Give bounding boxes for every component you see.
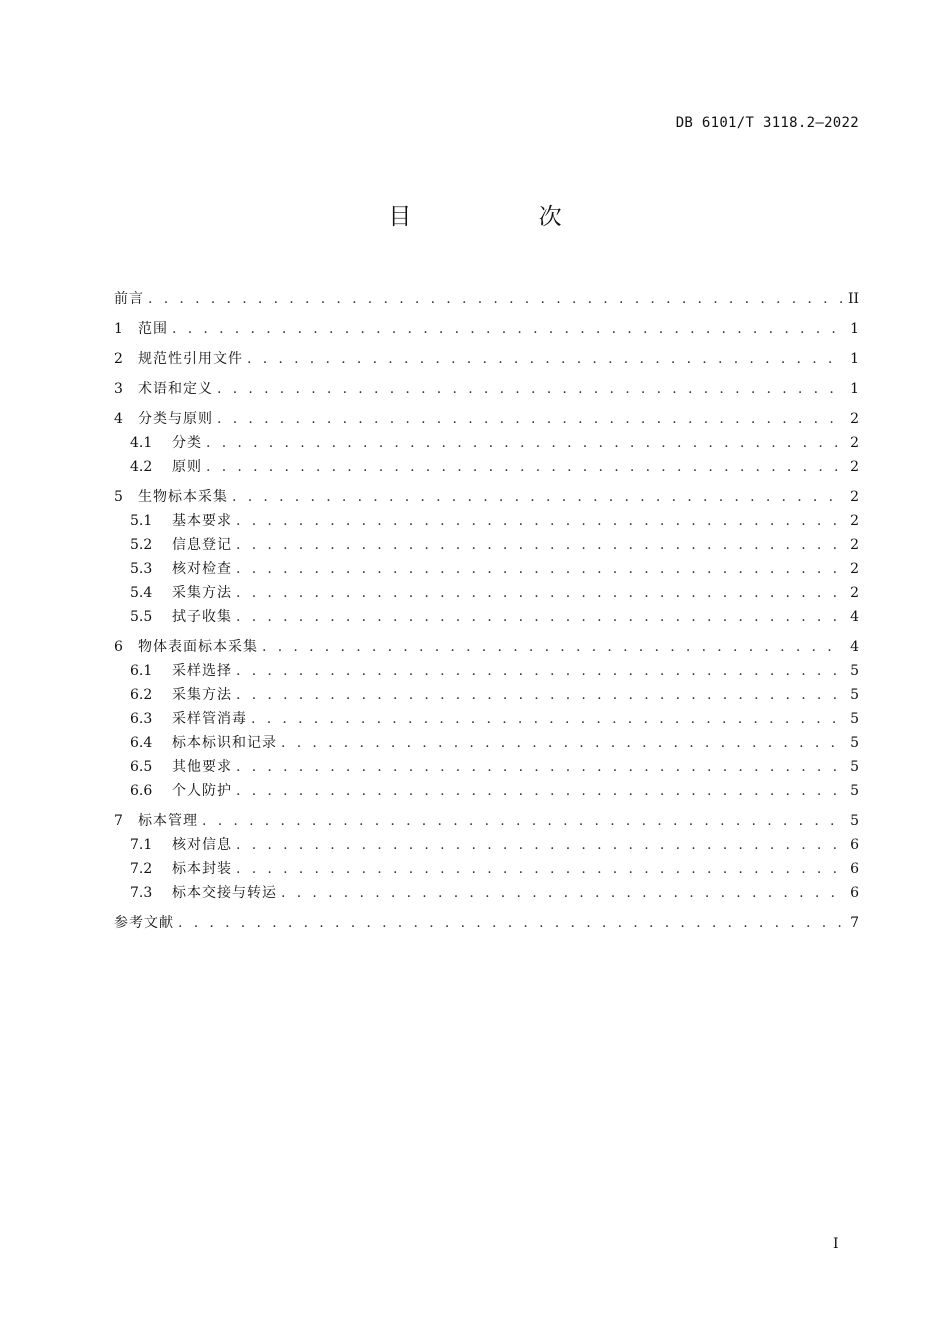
toc-entry-label: 标本标识和记录 [172, 735, 277, 751]
toc-entry-number: 7.2 [130, 861, 153, 877]
toc-entry-number: 6.1 [130, 663, 153, 679]
toc-entry-page: 5 [850, 813, 859, 829]
toc-entry-label: 分类 [172, 435, 202, 451]
toc-entry-number: 7 [114, 813, 123, 829]
dot-leader [217, 407, 843, 431]
toc-entry-page: 1 [850, 381, 859, 397]
toc-entry-label: 参考文献 [114, 915, 174, 931]
toc-entry-page: 2 [850, 459, 859, 475]
toc-entry-label: 术语和定义 [138, 381, 213, 397]
toc-entry-page: 5 [850, 687, 859, 703]
toc-entry[interactable] [114, 377, 859, 401]
toc-entry-number: 5.1 [130, 513, 153, 529]
toc-entry-number: 7.1 [130, 837, 153, 853]
page-title: 目 次 [388, 204, 622, 230]
toc-entry-label: 标本管理 [138, 813, 198, 829]
toc-entry-label: 标本交接与转运 [172, 885, 277, 901]
toc-entry[interactable] [114, 605, 859, 629]
toc-entry-label: 采样选择 [172, 663, 232, 679]
dot-leader [236, 833, 843, 857]
toc-entry-page: 2 [850, 585, 859, 601]
toc-entry-label: 采集方法 [172, 585, 232, 601]
toc-entry-label: 范围 [138, 321, 168, 337]
toc-entry[interactable] [114, 707, 859, 731]
toc-entry[interactable] [114, 509, 859, 533]
toc-entry-number: 6.3 [130, 711, 153, 727]
toc-entry-page: 2 [850, 513, 859, 529]
page-number: I [833, 1236, 839, 1252]
toc-entry[interactable] [114, 779, 859, 803]
toc-entry-page: 6 [850, 885, 859, 901]
toc-entry-page: 2 [850, 411, 859, 427]
dot-leader [202, 809, 843, 833]
toc-entry-label: 拭子收集 [172, 609, 232, 625]
toc-entry-label: 采样管消毒 [172, 711, 247, 727]
toc-entry[interactable] [114, 317, 859, 341]
toc-entry-page: II [847, 291, 859, 307]
toc-entry-page: 5 [850, 735, 859, 751]
toc-entry[interactable] [114, 857, 859, 881]
toc-entry-number: 6 [114, 639, 123, 655]
toc-entry-page: 5 [850, 663, 859, 679]
dot-leader [281, 881, 843, 905]
dot-leader [281, 731, 843, 755]
toc-entry[interactable] [114, 731, 859, 755]
toc-entry-page: 6 [850, 837, 859, 853]
toc-entry-page: 2 [850, 489, 859, 505]
dot-leader [251, 707, 843, 731]
dot-leader [148, 287, 842, 311]
toc-entry[interactable] [114, 533, 859, 557]
dot-leader [236, 605, 843, 629]
toc-entry-number: 4.1 [130, 435, 153, 451]
toc-entry-number: 5.2 [130, 537, 153, 553]
toc-entry-label: 分类与原则 [138, 411, 213, 427]
toc-entry-number: 7.3 [130, 885, 153, 901]
toc-entry-label: 核对检查 [172, 561, 232, 577]
toc-entry-number: 5 [114, 489, 123, 505]
toc-entry-label: 核对信息 [172, 837, 232, 853]
toc-entry-page: 5 [850, 759, 859, 775]
toc-entry-number: 6.5 [130, 759, 153, 775]
toc-entry-number: 5.4 [130, 585, 153, 601]
table-of-contents [114, 287, 859, 935]
toc-entry-label: 规范性引用文件 [138, 351, 243, 367]
toc-entry-page: 5 [850, 783, 859, 799]
dot-leader [217, 377, 843, 401]
toc-entry-number: 5.5 [130, 609, 153, 625]
toc-entry[interactable] [114, 485, 859, 509]
toc-entry-page: 2 [850, 435, 859, 451]
dot-leader [206, 455, 843, 479]
dot-leader [236, 581, 843, 605]
toc-entry-number: 4.2 [130, 459, 153, 475]
toc-entry-label: 其他要求 [172, 759, 232, 775]
toc-entry[interactable] [114, 635, 859, 659]
dot-leader [236, 557, 843, 581]
toc-entry[interactable] [114, 557, 859, 581]
dot-leader [232, 485, 843, 509]
toc-entry-page: 6 [850, 861, 859, 877]
toc-entry-label: 原则 [172, 459, 202, 475]
toc-entry-number: 1 [114, 321, 123, 337]
toc-entry-page: 2 [850, 537, 859, 553]
toc-entry-number: 6.6 [130, 783, 153, 799]
toc-entry[interactable] [114, 659, 859, 683]
toc-entry-page: 7 [850, 915, 859, 931]
dot-leader [178, 911, 843, 935]
document-code: DB 6101/T 3118.2—2022 [675, 115, 859, 131]
dot-leader [236, 533, 843, 557]
dot-leader [236, 857, 843, 881]
dot-leader [236, 659, 843, 683]
dot-leader [172, 317, 843, 341]
toc-entry-number: 5.3 [130, 561, 153, 577]
dot-leader [236, 779, 843, 803]
toc-entry-number: 2 [114, 351, 123, 367]
dot-leader [262, 635, 843, 659]
toc-entry-page: 4 [850, 639, 859, 655]
toc-entry[interactable] [114, 407, 859, 431]
toc-entry[interactable] [114, 809, 859, 833]
toc-entry-label: 标本封装 [172, 861, 232, 877]
toc-entry-page: 2 [850, 561, 859, 577]
toc-entry-label: 物体表面标本采集 [138, 639, 258, 655]
toc-entry-page: 5 [850, 711, 859, 727]
toc-entry-label: 个人防护 [172, 783, 232, 799]
toc-entry-page: 4 [850, 609, 859, 625]
dot-leader [236, 509, 843, 533]
dot-leader [236, 755, 843, 779]
dot-leader [247, 347, 843, 371]
toc-entry-number: 6.4 [130, 735, 153, 751]
toc-entry[interactable] [114, 833, 859, 857]
toc-entry[interactable] [114, 683, 859, 707]
toc-entry-page: 1 [850, 321, 859, 337]
toc-entry[interactable] [114, 287, 859, 311]
toc-entry[interactable] [114, 581, 859, 605]
toc-entry-label: 前言 [114, 291, 144, 307]
toc-entry[interactable] [114, 347, 859, 371]
toc-entry-label: 信息登记 [172, 537, 232, 553]
dot-leader [236, 683, 843, 707]
toc-entry[interactable] [114, 455, 859, 479]
toc-entry[interactable] [114, 431, 859, 455]
dot-leader [206, 431, 843, 455]
toc-entry[interactable] [114, 755, 859, 779]
toc-entry-number: 3 [114, 381, 123, 397]
toc-entry-page: 1 [850, 351, 859, 367]
toc-entry-label: 基本要求 [172, 513, 232, 529]
toc-entry-number: 6.2 [130, 687, 153, 703]
toc-entry[interactable] [114, 911, 859, 935]
toc-entry-number: 4 [114, 411, 123, 427]
toc-entry-label: 采集方法 [172, 687, 232, 703]
toc-entry-label: 生物标本采集 [138, 489, 228, 505]
toc-entry[interactable] [114, 881, 859, 905]
